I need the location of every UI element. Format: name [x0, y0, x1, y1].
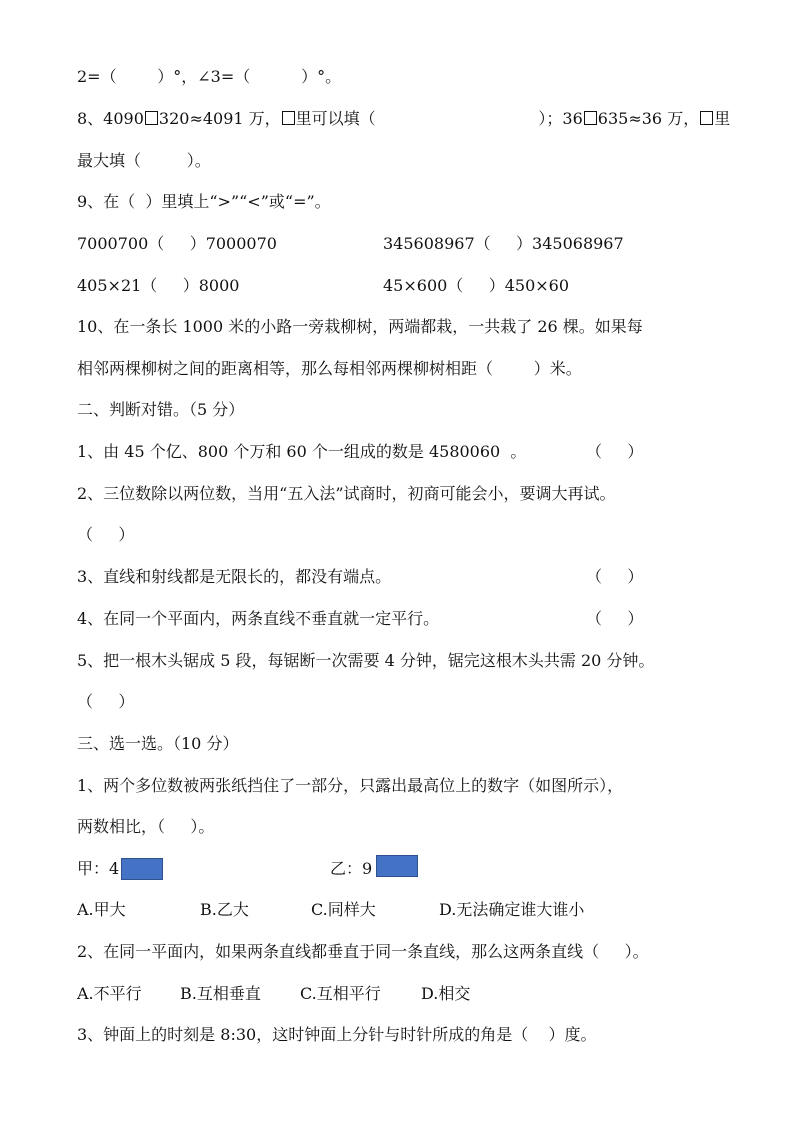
q8-part-2: 320≈4091 万，: [158, 109, 281, 128]
choice-3-question: 3、钟面上的时刻是 8:30，这时钟面上分针与时针所成的角是（ ）度。: [77, 1025, 597, 1044]
choice-1-option-b: B.乙大: [200, 900, 249, 919]
choice-2-option-c: C.互相平行: [300, 984, 381, 1003]
judge-4-answer: （ ）: [586, 609, 644, 628]
q8-part-3: 里可以填（ ）；36: [295, 109, 583, 128]
q8-line-2: 最大填（ ）。: [77, 151, 211, 170]
q8-part-5: 里: [714, 109, 731, 128]
q9-compare-4: 45×600（ ）450×60: [383, 276, 570, 295]
judge-3-answer: （ ）: [586, 567, 644, 586]
paper-cover-jia: [121, 858, 163, 880]
choice-2-option-d: D.相交: [421, 984, 471, 1003]
blank-box: [584, 111, 597, 125]
paper-cover-yi: [376, 855, 418, 877]
q9-compare-1: 7000700（ ）7000070: [77, 234, 277, 253]
q10-line-2: 相邻两棵柳树之间的距离相等，那么每相邻两棵柳树相距（ ）米。: [77, 359, 582, 378]
choice-1-option-a: A.甲大: [77, 900, 126, 919]
jia-label: 甲：4: [77, 859, 120, 878]
q9-compare-2: 345608967（ ）345068967: [383, 234, 624, 253]
choice-1-line-1: 1、两个多位数被两张纸挡住了一部分，只露出最高位上的数字（如图所示），: [77, 776, 624, 795]
choice-1-option-c: C.同样大: [311, 900, 376, 919]
section-2-heading: 二、判断对错。（5 分）: [77, 400, 245, 419]
choice-1-line-2: 两数相比，（ ）。: [77, 817, 215, 836]
q10-line-1: 10、在一条长 1000 米的小路一旁栽柳树，两端都栽，一共栽了 26 棵。如果每: [77, 317, 643, 336]
judge-3: 3、直线和射线都是无限长的，都没有端点。: [77, 567, 392, 586]
judge-2: 2、三位数除以两位数，当用“五入法”试商时，初商可能会小，要调大再试。: [77, 484, 616, 503]
choice-2-option-b: B.互相垂直: [180, 984, 261, 1003]
q9-compare-3: 405×21（ ）8000: [77, 276, 240, 295]
judge-4: 4、在同一个平面内，两条直线不垂直就一定平行。: [77, 609, 440, 628]
q7-angles-line: 2=（ ）°，∠3=（ ）°。: [77, 67, 342, 86]
judge-1-answer: （ ）: [586, 442, 644, 461]
q9-question: 9、在（ ）里填上“>”“<”或“=”。: [77, 192, 331, 211]
judge-5-answer: （ ）: [77, 692, 135, 711]
q8-part-1: 8、4090: [77, 109, 144, 128]
judge-2-answer: （ ）: [77, 525, 135, 544]
q8-line-1: [77, 108, 730, 130]
blank-box: [145, 111, 158, 125]
choice-1-option-d: D.无法确定谁大谁小: [439, 900, 585, 919]
judge-1: 1、由 45 个亿、800 个万和 60 个一组成的数是 4580060 。: [77, 442, 527, 461]
choice-2-option-a: A.不平行: [77, 984, 142, 1003]
section-3-heading: 三、选一选。（10 分）: [77, 734, 239, 753]
blank-box: [282, 111, 295, 125]
yi-label: 乙：9: [330, 859, 373, 878]
q8-part-4: 635≈36 万，: [597, 109, 700, 128]
choice-2-question: 2、在同一平面内，如果两条直线都垂直于同一条直线，那么这两条直线（ ）。: [77, 942, 649, 961]
blank-box: [700, 111, 713, 125]
judge-5: 5、把一根木头锯成 5 段，每锯断一次需要 4 分钟，锯完这根木头共需 20 分钟。: [77, 651, 655, 670]
